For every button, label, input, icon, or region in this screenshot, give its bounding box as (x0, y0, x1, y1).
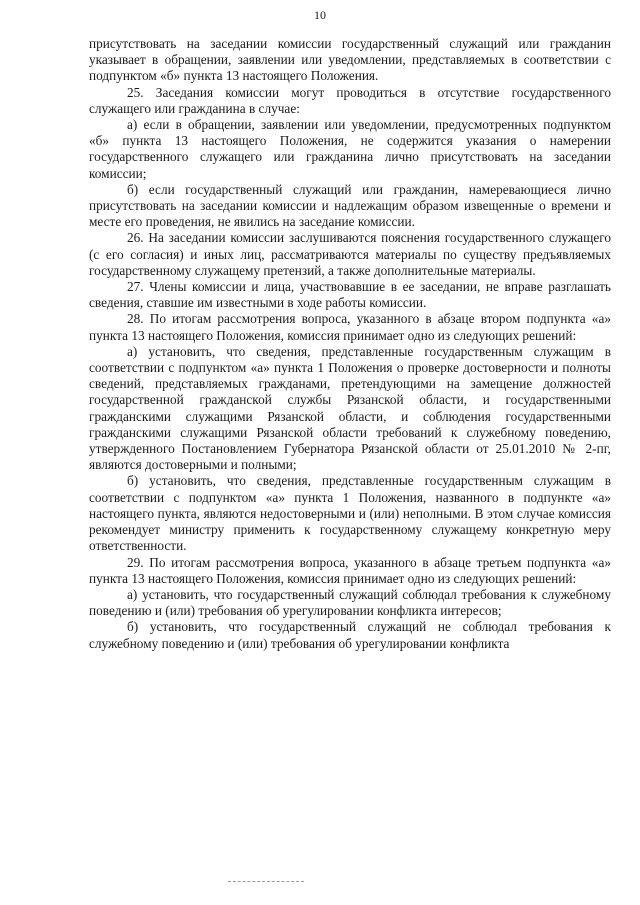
scan-artifact-rule (228, 881, 304, 882)
paragraph-24-continuation: присутствовать на заседании комиссии государственный служащий или гражданин указывает в обращении, заявлении или уведомлении, представляемых в соответствии с подпунктом «б» пункта 13 настоящего Положения. (89, 36, 611, 84)
paragraph-26: 26. На заседании комиссии заслушиваются пояснения государственного служащего (с его согласия) и иных лиц, рассматриваются материалы по существу предъявляемых государственному служащему претензий, а также дополнительные материалы. (89, 230, 611, 278)
page-number: 10 (314, 8, 326, 22)
document-body (89, 36, 611, 652)
paragraph-28: 28. По итогам рассмотрения вопроса, указанного в абзаце втором подпункта «а» пункта 13 настоящего Положения, комиссия принимает одно из следующих решений: (89, 311, 611, 343)
paragraph-25: 25. Заседания комиссии могут проводиться в отсутствие государственного служащего или гражданина в случае: (89, 84, 611, 116)
paragraph-28-a: а) установить, что сведения, представленные государственным служащим в соответствии с подпунктом «а» пункта 1 Положения о проверке достоверности и полноты сведений, представляемых гражданами, претендующими на замещение должностей государственной гражданской службы Рязанской области, и государственными гражданскими служащими Рязанской области, и соблюдения государственными гражданскими служащими Рязанской области требований к служебному поведению, утвержденного Постановлением Губернатора Рязанской области от 25.01.2010 № 2-пг, являются достоверными и полными; (89, 343, 611, 473)
paragraph-27: 27. Члены комиссии и лица, участвовавшие в ее заседании, не вправе разглашать сведения, ставшие им известными в ходе работы комиссии. (89, 279, 611, 311)
paragraph-25-a: а) если в обращении, заявлении или уведомлении, предусмотренных подпунктом «б» пункта 13 настоящего Положения, не содержится указания о намерении государственного служащего или гражданина лично присутствовать на заседании комиссии; (89, 117, 611, 181)
paragraph-28-b: б) установить, что сведения, представленные государственным служащим в соответствии с подпунктом «а» пункта 1 Положения, названного в подпункте «а» настоящего пункта, являются недостоверными и (или) неполными. В этом случае комиссия рекомендует министру применить к государственному служащему конкретную меру ответственности. (89, 473, 611, 554)
paragraph-29: 29. По итогам рассмотрения вопроса, указанного в абзаце третьем подпункта «а» пункта 13 настоящего Положения, комиссия принимает одно из следующих решений: (89, 554, 611, 586)
paragraph-29-a: а) установить, что государственный служащий соблюдал требования к служебному поведению и (или) требования об урегулировании конфликта интересов; (89, 586, 611, 619)
paragraph-25-b: б) если государственный служащий или гражданин, намеревающиеся лично присутствовать на заседании комиссии и надлежащим образом извещенные о времени и месте его проведения, не явились на заседание комиссии. (89, 181, 611, 230)
paragraph-29-b: б) установить, что государственный служащий не соблюдал требования к служебному поведению и (или) требования об урегулировании конфликта (89, 619, 611, 651)
